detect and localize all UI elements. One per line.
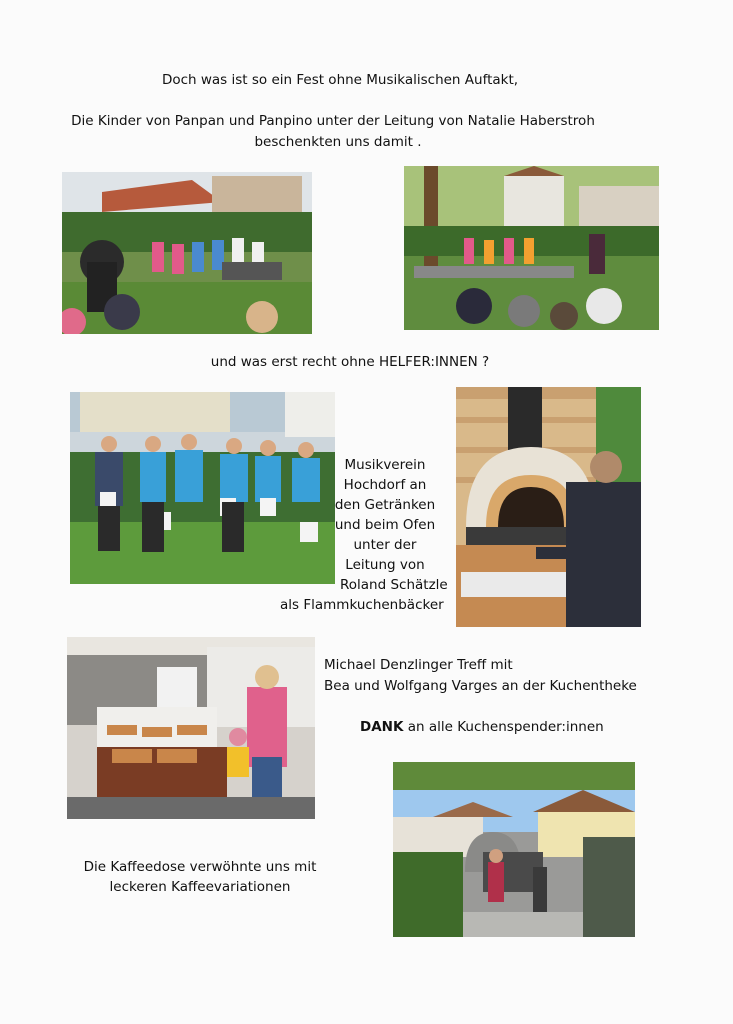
photo-kaffeedose	[393, 762, 635, 937]
musikverein-line-7: Roland Schätzle	[340, 577, 448, 593]
musikverein-line-6: Leitung von	[345, 557, 425, 573]
intro-line-2: Die Kinder von Panpan und Panpino unter der Leitung von Natalie Haberstroh	[71, 113, 595, 129]
musikverein-line-8: als Flammkuchenbäcker	[280, 597, 444, 613]
photo-musikverein-group	[70, 392, 335, 584]
kuchen-line-2: Bea und Wolfgang Varges an der Kuchentheke	[324, 678, 637, 694]
kaffee-line-2: leckeren Kaffeevariationen	[109, 879, 291, 895]
musikverein-line-3: den Getränken	[334, 497, 436, 513]
musikverein-line-5: unter der	[353, 537, 417, 553]
photo-children-choir-right	[404, 166, 659, 330]
kuchen-line-1: Michael Denzlinger Treff mit	[324, 657, 513, 673]
photo-kuchentheke	[67, 637, 315, 819]
musikverein-line-4: und beim Ofen	[334, 517, 436, 533]
musikverein-line-1: Musikverein	[344, 457, 426, 473]
dank-bold: DANK	[360, 719, 404, 735]
musikverein-line-2: Hochdorf an	[343, 477, 427, 493]
dank-rest: an alle Kuchenspender:innen	[403, 719, 604, 735]
photo-flammkuchen-oven	[456, 387, 641, 627]
dank-line	[360, 717, 604, 737]
photo-children-choir-left	[62, 172, 312, 334]
intro-line-3: beschenkten uns damit .	[254, 134, 422, 150]
helpers-heading: und was erst recht ohne HELFER:INNEN ?	[210, 354, 490, 370]
kaffee-line-1: Die Kaffeedose verwöhnte uns mit	[83, 859, 317, 875]
intro-line-1: Doch was ist so ein Fest ohne Musikalischen Auftakt,	[161, 72, 519, 88]
